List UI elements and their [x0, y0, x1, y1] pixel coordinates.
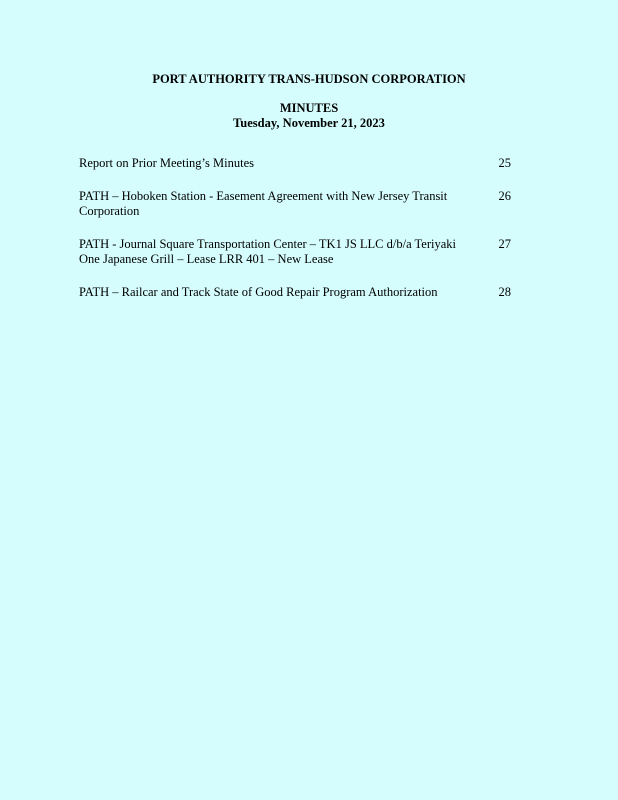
toc-entry [79, 189, 511, 219]
toc-entry-page: 25 [498, 156, 511, 170]
toc-entry-text: PATH – Hoboken Station - Easement Agreement with New Jersey Transit Corporation [79, 189, 448, 218]
toc-entry-text: Report on Prior Meeting’s Minutes [79, 156, 254, 170]
organization-title: PORT AUTHORITY TRANS-HUDSON CORPORATION [152, 72, 466, 86]
toc-entry-page: 26 [498, 189, 511, 203]
toc-entry-page: 27 [498, 237, 511, 251]
toc-entry-page: 28 [498, 285, 511, 299]
toc-entry [79, 285, 511, 300]
toc-entry [79, 156, 511, 171]
toc-entry-text: PATH - Journal Square Transportation Center – TK1 JS LLC d/b/a Teriyaki One Japanese Grill – Lease LRR 401 – New Lease [79, 237, 456, 266]
toc-entry-text: PATH – Railcar and Track State of Good Repair Program Authorization [79, 285, 438, 299]
toc-entry [79, 237, 511, 267]
table-of-contents [79, 156, 511, 318]
document-title: MINUTES [279, 101, 339, 115]
meeting-date: Tuesday, November 21, 2023 [233, 116, 385, 130]
